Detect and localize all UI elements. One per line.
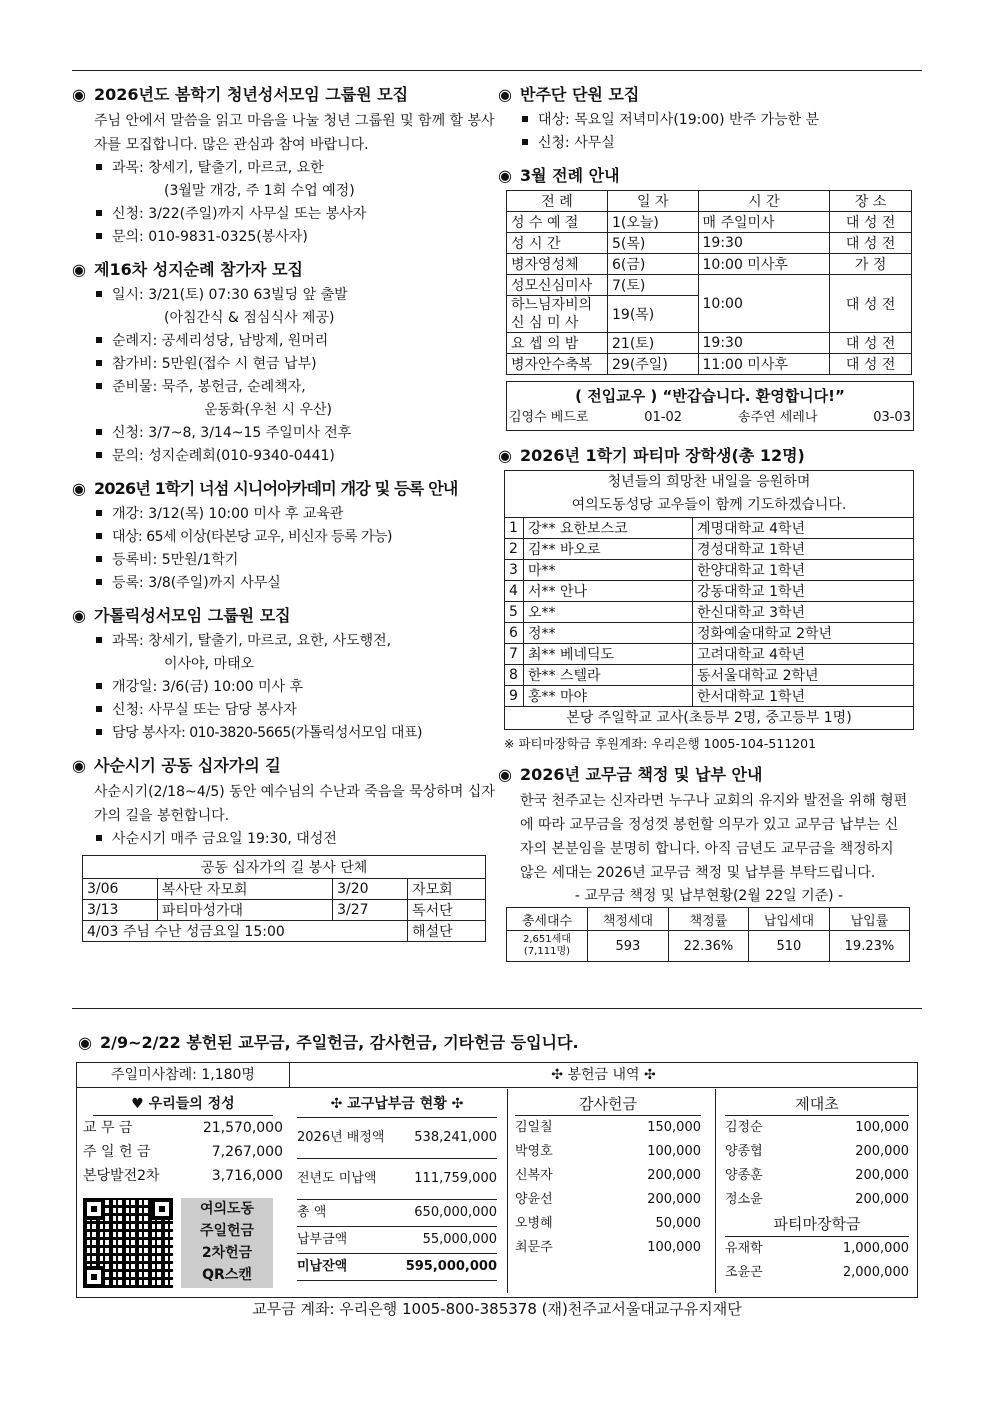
square-bullet-icon: [96, 706, 102, 712]
member-name: 김영수 베드로: [509, 410, 589, 425]
list-item: 과목: 창세기, 탈출기, 마르코, 요한: [94, 157, 496, 180]
table-row: 2 김** 바오로 경성대학교 1학년: [505, 539, 914, 560]
list-item: 2026년 배정액 538,241,000: [297, 1118, 497, 1159]
dues-title: ◉ 2026년 교무금 책정 및 납부 안내: [498, 765, 763, 784]
table-row: 요 셉 의 밤 21(토) 19:30 대 성 전: [507, 333, 912, 354]
dues-text: 한국 천주교는 신자라면 누구나 교회의 유지와 발전을 위해 형편에 따라 교무금을 정성껏 봉헌할 의무가 있고 교무금 납부는 신자의 본분임을 분명히 합니다. 아직 금년도 교무금을 책정하지 않은 세대는 2026년 교무금 책정 및 납부를 부탁드립니다.: [520, 793, 908, 881]
list-item: 대상: 목요일 저녁미사(19:00) 반주 가능한 분: [520, 109, 920, 132]
member-code: 03-03: [873, 410, 911, 425]
jedae-title: 제대초: [725, 1093, 909, 1116]
list-item: 박영호 100,000: [515, 1144, 701, 1159]
square-bullet-icon: [96, 233, 102, 239]
list-item: 조윤곤 2,000,000: [725, 1265, 909, 1280]
way-of-cross-list: [72, 828, 496, 851]
list-item: 총 액 650,000,000: [297, 1200, 497, 1227]
scholarship-account: ※ 파티마장학금 후원계좌: 우리은행 1005-104-511201: [504, 736, 817, 751]
list-item: 미납잔액 595,000,000: [297, 1254, 497, 1281]
square-bullet-icon: [522, 116, 528, 122]
table-row: 6 정** 정화예술대학교 2학년: [505, 623, 914, 644]
fatima-title: 파티마장학금: [725, 1212, 909, 1237]
pilgrimage-title: ◉ 제16차 성지순례 참가자 모집: [72, 260, 303, 279]
list-item-cont: 운동화(우천 시 우산): [204, 402, 333, 418]
table-row: 8 한** 스텔라 동서울대학교 2학년: [505, 665, 914, 686]
table-row: 성 시 간 5(목) 19:30 대 성 전: [507, 233, 912, 254]
band-list: [498, 109, 920, 155]
table-row: 성모신심미사 7(토) 10:00 대 성 전: [507, 275, 912, 296]
senior-academy-list: [72, 503, 496, 595]
scholarship-table: [504, 470, 914, 730]
square-bullet-icon: [96, 383, 102, 389]
square-bullet-icon: [522, 139, 528, 145]
list-item: 신청: 사무실 또는 담당 봉사자: [94, 699, 496, 722]
list-item-cont: (3월말 개강, 주 1회 수업 예정): [164, 183, 355, 199]
circle-bullet-icon: ◉: [72, 756, 86, 775]
table-row: 5 오** 한신대학교 3학년: [505, 602, 914, 623]
list-item: 납부금액 55,000,000: [297, 1227, 497, 1254]
circle-bullet-icon: ◉: [72, 479, 86, 498]
circle-bullet-icon: ◉: [498, 765, 512, 784]
list-item: 문의: 성지순례회(010-9340-0441): [94, 445, 496, 468]
middle-rule: [72, 1008, 922, 1009]
youth-bible-list: [72, 157, 496, 249]
qr-label: 여의도동 주일헌금 2차헌금 QR스캔: [181, 1198, 273, 1288]
table-row: 3 마** 한양대학교 1학년: [505, 560, 914, 581]
youth-bible-title: ◉ 2026년도 봄학기 청년성서모임 그룹원 모집: [72, 85, 409, 104]
table-row: 하느님자비의 신 심 미 사 19(목): [507, 296, 912, 333]
list-item: 신복자 200,000: [515, 1168, 701, 1183]
list-item: 순례지: 공세리성당, 남방제, 원머리: [94, 330, 496, 353]
list-item: 사순시기 매주 금요일 19:30, 대성전: [94, 828, 496, 851]
scholarship-intro: 청년들의 희망찬 내일을 응원하며 여의도동성당 교우들이 함께 기도하겠습니다.: [505, 471, 914, 518]
list-item: 전년도 미납액 111,759,000: [297, 1159, 497, 1200]
ours-title: ♥ 우리들의 정성: [93, 1093, 273, 1116]
list-item: 개강일: 3/6(금) 10:00 미사 후: [94, 676, 496, 699]
circle-bullet-icon: ◉: [72, 260, 86, 279]
list-item: 등록: 3/8(주일)까지 사무실: [94, 572, 496, 595]
scholarship-footer: 본당 주일학교 교사(초등부 2명, 중고등부 1명): [505, 707, 914, 730]
list-item: 양종훈 200,000: [725, 1168, 909, 1183]
way-of-cross-table: [82, 855, 486, 942]
circle-bullet-icon: ◉: [498, 166, 512, 185]
table-row: 병자영성체 6(금) 10:00 미사후 가 정: [507, 254, 912, 275]
list-item: 담당 봉사자: 010-3820-5665(가톨릭성서모임 대표): [94, 722, 496, 745]
list-item: 정소윤 200,000: [725, 1192, 909, 1207]
square-bullet-icon: [96, 164, 102, 170]
list-item: 김일칠 150,000: [515, 1120, 701, 1135]
square-bullet-icon: [96, 729, 102, 735]
table-row: 병자안수축복 29(주일) 11:00 미사후 대 성 전: [507, 354, 912, 375]
list-item: 준비물: 묵주, 봉헌금, 순례책자,: [94, 376, 496, 399]
square-bullet-icon: [96, 210, 102, 216]
list-item-cont: (아침간식 & 점심식사 제공): [164, 310, 335, 326]
list-item: 오병혜 50,000: [515, 1216, 701, 1231]
table-row: 4/03 주님 수난 성금요일 15:00 해설단: [83, 921, 486, 942]
jedae-block: [725, 1093, 909, 1285]
senior-academy-title: ◉ 2026년 1학기 너섬 시니어아카데미 개강 및 등록 안내: [72, 479, 458, 498]
dues-status-caption: - 교무금 책정 및 납부현황(2월 22일 기준) -: [574, 888, 844, 904]
table-row: 3/06 복사단 자모회 3/20 자모회: [83, 879, 486, 900]
table-header: 전 례 일 자 시 간 장 소: [507, 191, 912, 212]
catholic-bible-title: ◉ 가톨릭성서모임 그룹원 모집: [72, 606, 291, 625]
table-row: 7 최** 베네딕도 고려대학교 4학년: [505, 644, 914, 665]
list-item: 본당발전2차 3,716,000: [83, 1168, 283, 1184]
pilgrimage-list: [72, 284, 496, 468]
circle-bullet-icon: ◉: [72, 606, 86, 625]
square-bullet-icon: [96, 291, 102, 297]
dues-table: [506, 907, 910, 962]
welcome-members: [509, 408, 911, 428]
welcome-title: ( 전입교우 ) “반갑습니다. 환영합니다!”: [575, 387, 845, 405]
table-row: 9 홍** 마야 한서대학교 1학년: [505, 686, 914, 707]
list-item: 신청: 사무실: [520, 132, 920, 155]
attendance: 주일미사참례: 1,180명: [77, 1063, 290, 1088]
top-rule: [72, 70, 922, 71]
square-bullet-icon: [96, 533, 102, 539]
way-of-cross-title: ◉ 사순시기 공동 십자가의 길: [72, 756, 281, 775]
list-item: 유재학 1,000,000: [725, 1241, 909, 1256]
way-of-cross-text: 사순시기(2/18~4/5) 동안 예수님의 수난과 죽음을 묵상하며 십자가의 길을 봉헌합니다.: [94, 784, 495, 824]
square-bullet-icon: [96, 429, 102, 435]
dues-account: 교무금 계좌: 우리은행 1005-800-385378 (재)천주교서울대교구유지재단: [252, 1300, 742, 1318]
list-item: 김정순 100,000: [725, 1120, 909, 1135]
liturgy-title: ◉ 3월 전례 안내: [498, 166, 620, 185]
square-bullet-icon: [96, 452, 102, 458]
list-item: 대상: 65세 이상(타본당 교우, 비신자 등록 가능): [94, 526, 496, 549]
welcome-box: [506, 381, 914, 431]
list-item-cont: 이사야, 마태오: [164, 656, 255, 672]
offering-box: [76, 1062, 918, 1298]
list-item: 양윤선 200,000: [515, 1192, 701, 1207]
catholic-bible-list: [72, 630, 496, 745]
ours-block: [83, 1093, 283, 1288]
circle-bullet-icon: ◉: [498, 85, 512, 104]
list-item: 등록비: 5만원/1학기: [94, 549, 496, 572]
table-header: 총세대수 책정세대 책정률 납입세대 납입률: [507, 908, 910, 931]
list-item: 일시: 3/21(토) 07:30 63빌딩 앞 출발: [94, 284, 496, 307]
band-title: ◉ 반주단 단원 모집: [498, 85, 640, 104]
thanks-block: [515, 1093, 701, 1260]
list-item: 개강: 3/12(목) 10:00 미사 후 교육관: [94, 503, 496, 526]
square-bullet-icon: [96, 637, 102, 643]
square-bullet-icon: [96, 579, 102, 585]
youth-bible-text: 주님 안에서 말씀을 읽고 마음을 나눌 청년 그룹원 및 함께 할 봉사자를 모집합니다. 많은 관심과 참여 바랍니다.: [94, 113, 495, 153]
list-item: 신청: 3/22(주일)까지 사무실 또는 봉사자: [94, 203, 496, 226]
thanks-title: 감사헌금: [515, 1093, 701, 1116]
offering-title: ◉ 2/9~2/22 봉헌된 교무금, 주일헌금, 감사헌금, 기타헌금 등입니다.: [78, 1033, 579, 1052]
diocese-title: ✣ 교구납부금 현황 ✣: [330, 1096, 464, 1112]
right-column: [498, 74, 920, 962]
qr-block: [83, 1198, 283, 1288]
scholarship-title: ◉ 2026년 1학기 파티마 장학생(총 12명): [498, 446, 805, 465]
circle-bullet-icon: ◉: [72, 85, 86, 104]
square-bullet-icon: [96, 683, 102, 689]
qr-code-icon[interactable]: [83, 1198, 173, 1288]
list-item: 주 일 헌 금 7,267,000: [83, 1144, 283, 1160]
circle-bullet-icon: ◉: [78, 1033, 92, 1052]
table-row: 3/13 파티마성가대 3/27 독서단: [83, 900, 486, 921]
table-row: 성 수 예 절 1(오늘) 매 주일미사 대 성 전: [507, 212, 912, 233]
left-column: [72, 74, 496, 942]
member-code: 01-02: [644, 410, 683, 425]
table-row: 2,651세대 (7,111명) 593 22.36% 510 19.23%: [507, 931, 910, 962]
list-item: 양종협 200,000: [725, 1144, 909, 1159]
square-bullet-icon: [96, 835, 102, 841]
list-item: 참가비: 5만원(접수 시 현금 납부): [94, 353, 496, 376]
circle-bullet-icon: ◉: [498, 446, 512, 465]
member-name: 송주연 세레나: [737, 410, 818, 425]
table-title: 공동 십자가의 길 봉사 단체: [83, 856, 486, 879]
offering-header: ✣ 봉헌금 내역 ✣: [290, 1063, 917, 1088]
table-row: 4 서** 안나 강동대학교 1학년: [505, 581, 914, 602]
square-bullet-icon: [96, 337, 102, 343]
square-bullet-icon: [96, 556, 102, 562]
diocese-block: [297, 1093, 497, 1281]
table-row: 1 강** 요한보스코 계명대학교 4학년: [505, 518, 914, 539]
list-item: 교 무 금 21,570,000: [83, 1120, 283, 1136]
list-item: 과목: 창세기, 탈출기, 마르코, 요한, 사도행전,: [94, 630, 496, 653]
square-bullet-icon: [96, 510, 102, 516]
square-bullet-icon: [96, 360, 102, 366]
liturgy-table: [506, 190, 912, 375]
list-item: 문의: 010-9831-0325(봉사자): [94, 226, 496, 249]
list-item: 신청: 3/7~8, 3/14~15 주일미사 전후: [94, 422, 496, 445]
list-item: 최문주 100,000: [515, 1240, 701, 1255]
